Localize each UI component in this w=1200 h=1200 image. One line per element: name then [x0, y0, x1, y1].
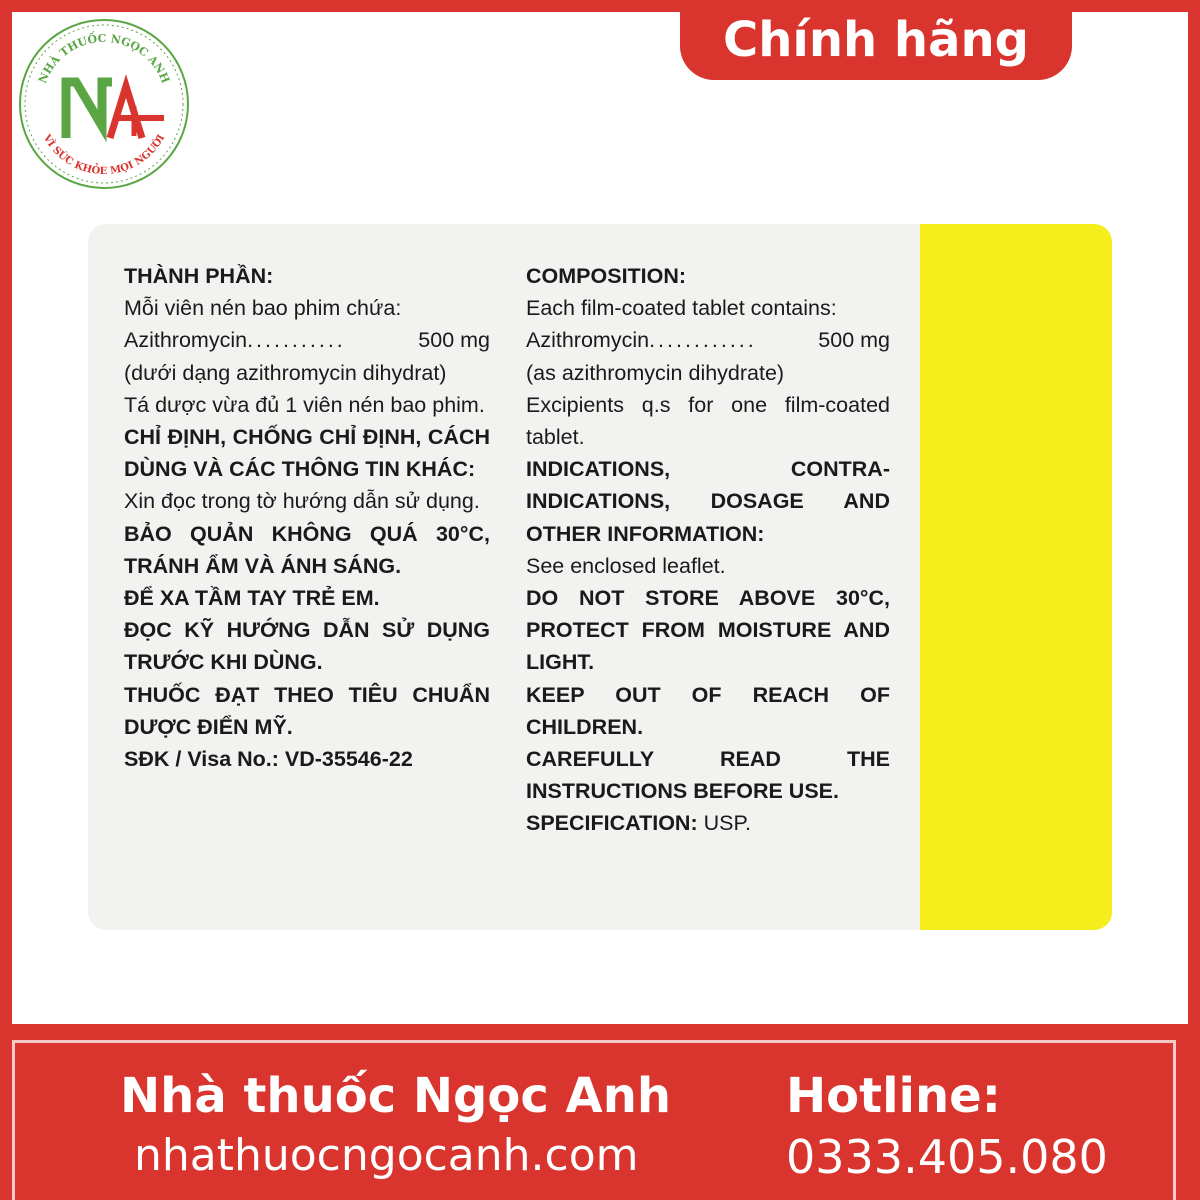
vn-ingredient-dots: ...........: [247, 328, 346, 353]
en-excipients: Excipients q.s for one film-coated tablet.: [526, 392, 890, 450]
en-ingredient-row: [526, 324, 890, 356]
vn-storage: BẢO QUẢN KHÔNG QUÁ 30°C, TRÁNH ẨM VÀ ÁNH SÁNG.: [124, 521, 490, 578]
en-indications-title: INDICATIONS, CONTRA-INDICATIONS, DOSAGE AND OTHER INFORMATION:: [526, 457, 890, 546]
vn-keep-away: ĐỂ XA TẦM TAY TRẺ EM.: [124, 586, 380, 611]
vn-visa: SĐK / Visa No.: VD-35546-22: [124, 747, 413, 772]
vn-composition-title: THÀNH PHẦN:: [124, 264, 274, 288]
en-spec-value: USP.: [697, 811, 751, 836]
en-composition-line: Each film-coated tablet contains:: [526, 296, 837, 321]
vn-composition-line: Mỗi viên nén bao phim chứa:: [124, 296, 402, 321]
vn-excipients: Tá dược vừa đủ 1 viên nén bao phim.: [124, 392, 485, 417]
vietnamese-column: [124, 260, 490, 775]
english-column: [526, 260, 890, 840]
en-ingredient-dots: ............: [649, 328, 757, 353]
logo-bottom-text: VÌ SỨC KHỎE MỌI NGƯỜI: [40, 132, 168, 178]
authentic-badge: Chính hãng: [680, 0, 1072, 80]
en-specification: [526, 807, 890, 839]
footer-store-name: Nhà thuốc Ngọc Anh: [120, 1068, 672, 1124]
vn-indications-text: Xin đọc trong tờ hướng dẫn sử dụng.: [124, 489, 480, 514]
vn-ingredient-name: Azithromycin: [124, 328, 248, 353]
footer-website-link[interactable]: nhathuocngocanh.com: [134, 1130, 639, 1181]
logo-top-text: NHÀ THUỐC NGỌC ANH: [35, 31, 173, 86]
vn-ingredient-amount: 500 mg: [418, 328, 490, 353]
vn-standard: THUỐC ĐẠT THEO TIÊU CHUẨN DƯỢC ĐIỂN MỸ.: [124, 682, 490, 739]
en-composition-title: COMPOSITION:: [526, 264, 687, 288]
product-label-card: [88, 224, 1112, 930]
en-keep-away: KEEP OUT OF REACH OF CHILDREN.: [526, 682, 890, 739]
vn-indications-title: CHỈ ĐỊNH, CHỐNG CHỈ ĐỊNH, CÁCH DÙNG VÀ CÁC THÔNG TIN KHÁC:: [124, 425, 490, 482]
vn-ingredient-form: (dưới dạng azithromycin dihydrat): [124, 360, 447, 385]
vn-ingredient-row: [124, 324, 490, 356]
pharmacy-logo: [14, 14, 194, 194]
vn-read-instructions: ĐỌC KỸ HƯỚNG DẪN SỬ DỤNG TRƯỚC KHI DÙNG.: [124, 618, 490, 675]
en-read-instructions: CAREFULLY READ THE INSTRUCTIONS BEFORE USE.: [526, 747, 890, 804]
en-ingredient-form: (as azithromycin dihydrate): [526, 360, 785, 385]
en-ingredient-amount: 500 mg: [818, 328, 890, 353]
footer-hotline-number[interactable]: 0333.405.080: [786, 1130, 1108, 1184]
en-spec-label: SPECIFICATION:: [526, 811, 698, 836]
footer-hotline-label: Hotline:: [786, 1068, 1001, 1124]
en-storage: DO NOT STORE ABOVE 30°C, PROTECT FROM MOISTURE AND LIGHT.: [526, 586, 890, 675]
en-ingredient-name: Azithromycin: [526, 328, 650, 353]
yellow-stripe: [920, 224, 1112, 930]
en-indications-text: See enclosed leaflet.: [526, 553, 726, 578]
